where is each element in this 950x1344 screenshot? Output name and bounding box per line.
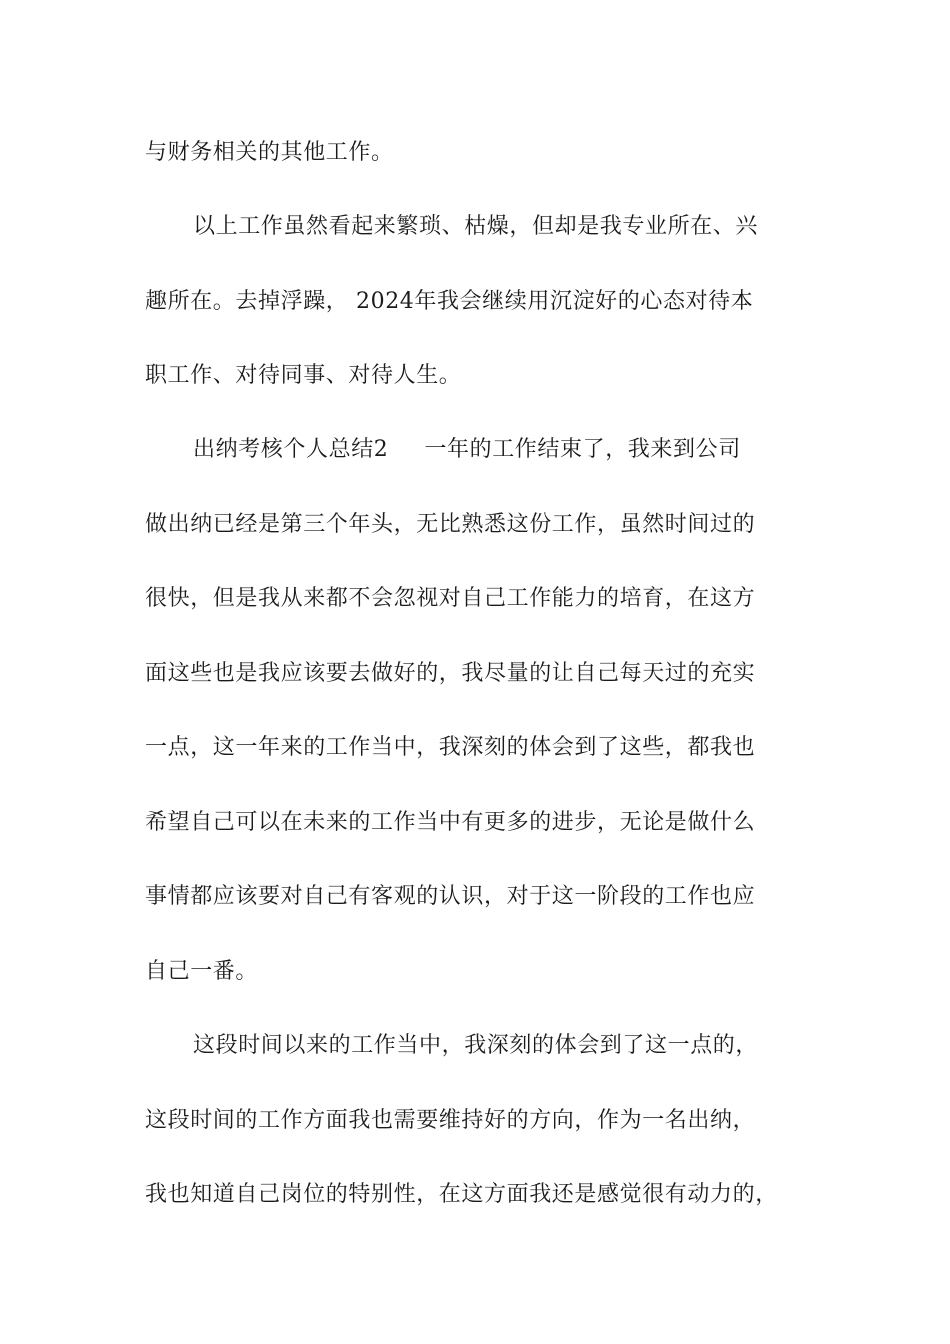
text-line: 职工作、对待同事、对待人生。	[145, 363, 462, 388]
section-heading: 出纳考核个人总结2	[193, 437, 389, 462]
text-line: 很快，但是我从来都不会忽视对自己工作能力的培育，在这方	[145, 586, 756, 611]
text-line: 自己一番。	[145, 959, 259, 984]
text-line: 做出纳已经是第三个年头，无比熟悉这份工作，虽然时间过的	[145, 512, 756, 537]
text-line: 面这些也是我应该要去做好的，我尽量的让自己每天过的充实	[145, 661, 756, 686]
text-line: 一点，这一年来的工作当中，我深刻的体会到了这些，都我也	[145, 735, 756, 760]
text-line: 我也知道自己岗位的特别性，在这方面我还是感觉很有动力的，	[145, 1182, 778, 1207]
text-line: 与财务相关的其他工作。	[145, 140, 394, 165]
paragraph-start: 这段时间以来的工作当中，我深刻的体会到了这一点的，	[193, 1033, 759, 1058]
paragraph-start	[193, 435, 833, 465]
text-span: 一年的工作结束了，我来到公司	[424, 437, 741, 462]
text-line: 希望自己可以在未来的工作当中有更多的进步，无论是做什么	[145, 810, 756, 835]
text-line: 这段时间的工作方面我也需要维持好的方向，作为一名出纳，	[145, 1108, 756, 1133]
paragraph-start: 以上工作虽然看起来繁琐、枯燥，但却是我专业所在、兴	[193, 214, 759, 239]
text-line: 事情都应该要对自己有客观的认识，对于这一阶段的工作也应	[145, 884, 756, 909]
text-line: 趣所在。去掉浮躁， 2024年我会继续用沉淀好的心态对待本	[145, 289, 754, 314]
